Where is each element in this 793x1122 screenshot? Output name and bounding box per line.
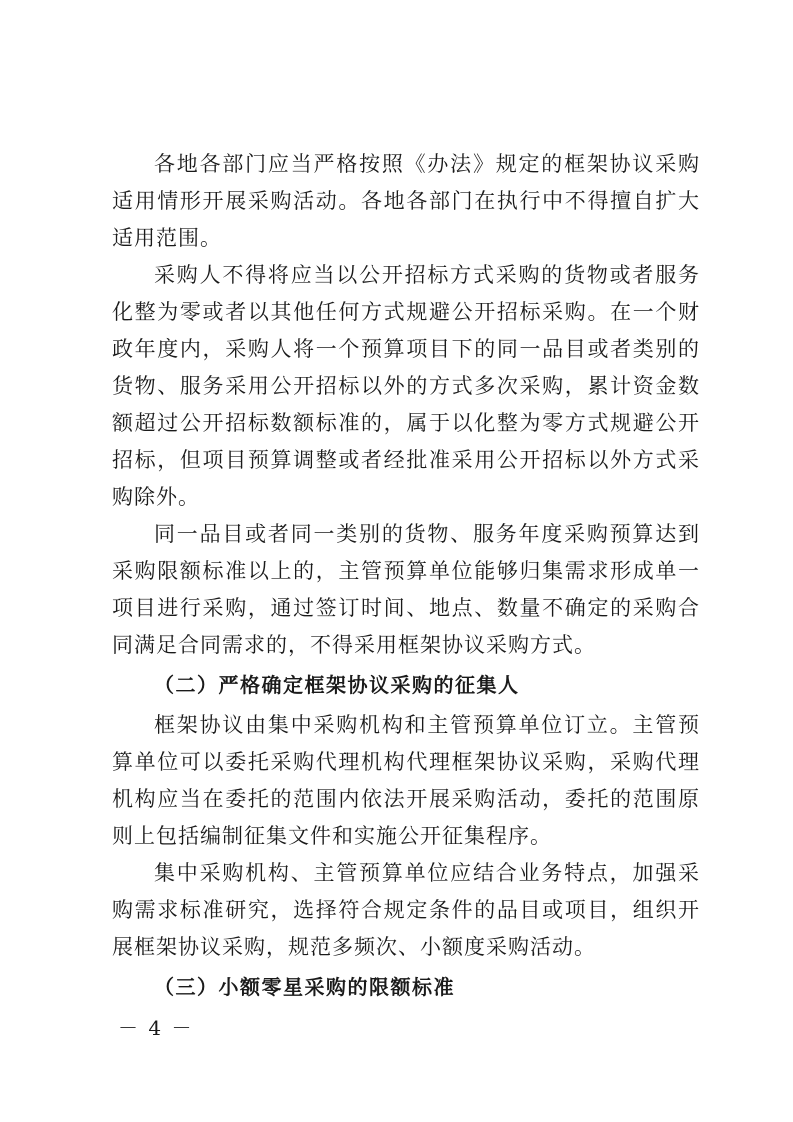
section-heading-3: （三）小额零星采购的限额标准 — [154, 975, 455, 999]
paragraph-scope: 各地各部门应当严格按照《办法》规定的框架协议采购适用情形开展采购活动。各地各部门在执行中不得擅自扩大适用范围。 — [112, 152, 700, 250]
page-number: － 4 － — [118, 1016, 194, 1040]
paragraph-business-needs: 集中采购机构、主管预算单位应结合业务特点，加强采购需求标准研究，选择符合规定条件的品目或项目，组织开展框架协议采购，规范多频次、小额度采购活动。 — [112, 861, 700, 959]
document-body — [112, 146, 700, 1009]
paragraph-agreement-parties: 框架协议由集中采购机构和主管预算单位订立。主管预算单位可以委托采购代理机构代理框架协议采购，采购代理机构应当在委托的范围内依法开展采购活动，委托的范围原则上包括编制征集文件和实施公开征集程序。 — [112, 713, 700, 848]
paragraph-single-project: 同一品目或者同一类别的货物、服务年度采购预算达到采购限额标准以上的，主管预算单位能够归集需求形成单一项目进行采购，通过签订时间、地点、数量不确定的采购合同满足合同需求的，不得采用框架协议采购方式。 — [112, 522, 700, 657]
paragraph-no-splitting: 采购人不得将应当以公开招标方式采购的货物或者服务化整为零或者以其他任何方式规避公开招标采购。在一个财政年度内，采购人将一个预算项目下的同一品目或者类别的货物、服务采用公开招标以外的方式多次采购，累计资金数额超过公开招标数额标准的，属于以化整为零方式规避公开招标，但项目预算调整或者经批准采用公开招标以外方式采购除外。 — [112, 263, 700, 509]
section-heading-2: （二）严格确定框架协议采购的征集人 — [154, 673, 520, 697]
